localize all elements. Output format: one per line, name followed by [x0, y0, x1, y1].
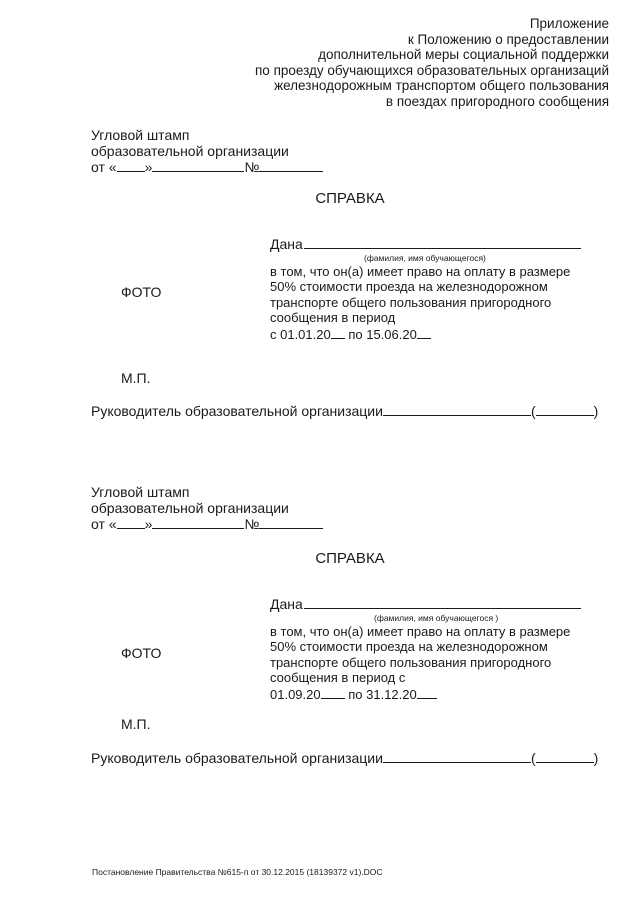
stamp-label: Угловой штамп	[91, 127, 190, 143]
date-close: »	[144, 159, 153, 175]
day-field[interactable]	[117, 516, 145, 529]
dana-row	[270, 596, 581, 613]
number-sign: №	[244, 516, 260, 532]
stamp-organization: образовательной организации	[91, 142, 289, 159]
certificate-title: СПРАВКА	[315, 550, 385, 567]
body-line: в том, что он(а) имеет право на оплату в размере	[270, 623, 571, 639]
head-signature-row-1	[91, 403, 598, 419]
period-to-year-field[interactable]	[417, 326, 431, 339]
period-from-year-field[interactable]	[331, 326, 345, 339]
appendix-line: дополнительной меры социальной поддержки	[318, 47, 609, 62]
body-line: транспорте общего пользования пригородного	[270, 654, 552, 670]
period-from-year-field[interactable]	[321, 686, 345, 699]
body-line: сообщения в период с	[270, 670, 406, 685]
dana-label: Дана	[270, 596, 303, 612]
body-line: в том, что он(а) имеет право на оплату в размере	[270, 263, 571, 279]
dana-label: Дана	[270, 236, 303, 252]
stamp-organization: образовательной организации	[91, 499, 289, 516]
period-to-year-field[interactable]	[417, 686, 437, 699]
head-signature-row-2	[91, 750, 598, 766]
paren-close: )	[593, 750, 599, 766]
period-from-label: с 01.01.20	[270, 326, 331, 342]
stamp-date-number-row	[91, 159, 323, 176]
stamp-label: Угловой штамп	[91, 484, 190, 500]
appendix-line: по проезду обучающихся образовательных организаций	[255, 62, 609, 78]
number-sign: №	[244, 159, 260, 175]
appendix-line: железнодорожным транспортом общего пользования	[274, 78, 609, 93]
certificate-title: СПРАВКА	[315, 190, 385, 207]
dana-row	[270, 236, 581, 253]
paren-open: (	[530, 750, 536, 766]
head-label: Руководитель образовательной организации	[91, 750, 383, 766]
appendix-line: в поездах пригородного сообщения	[385, 93, 609, 109]
body-line: 50% стоимости проезда на железнодорожном	[270, 639, 548, 654]
photo-placeholder: ФОТО	[121, 284, 162, 300]
body-line: транспорте общего пользования пригородного	[270, 294, 552, 310]
period-from-label: 01.09.20	[270, 686, 321, 702]
corner-stamp-block-1	[91, 128, 323, 176]
period-to-label: по 15.06.20	[348, 326, 417, 342]
paren-open: (	[530, 403, 536, 419]
appendix-line: к Положению о предоставлении	[407, 31, 609, 47]
stamp-date-number-row	[91, 516, 323, 533]
certificate-body-1	[270, 236, 581, 342]
body-line: сообщения в период	[270, 310, 396, 325]
month-year-field[interactable]	[152, 159, 244, 172]
student-name-field[interactable]	[304, 596, 581, 609]
document-footer: Постановление Правительства №615-п от 30.12.2015 (18139372 v1).DOC	[92, 867, 383, 877]
date-close: »	[144, 516, 153, 532]
signature-field[interactable]	[383, 750, 531, 763]
head-name-field[interactable]	[536, 403, 594, 416]
paren-close: )	[593, 403, 599, 419]
month-year-field[interactable]	[152, 516, 244, 529]
head-label: Руководитель образовательной организации	[91, 403, 383, 419]
certificate-body-2	[270, 596, 581, 702]
student-name-hint: (фамилия, имя обучающегося )	[374, 612, 499, 623]
seal-placeholder: М.П.	[121, 716, 151, 732]
head-name-field[interactable]	[536, 750, 594, 763]
seal-placeholder: М.П.	[121, 370, 151, 386]
date-prefix: от «	[91, 159, 117, 175]
period-to-label: по 31.12.20	[348, 686, 417, 702]
period-row	[270, 326, 581, 343]
number-field[interactable]	[259, 516, 323, 529]
number-field[interactable]	[259, 159, 323, 172]
student-name-hint: (фамилия, имя обучающегося)	[364, 252, 486, 263]
photo-placeholder: ФОТО	[121, 645, 162, 661]
period-row	[270, 686, 581, 703]
signature-field[interactable]	[383, 403, 531, 416]
appendix-line: Приложение	[529, 16, 609, 31]
corner-stamp-block-2	[91, 485, 323, 533]
body-line: 50% стоимости проезда на железнодорожном	[270, 279, 548, 294]
day-field[interactable]	[117, 159, 145, 172]
date-prefix: от «	[91, 516, 117, 532]
student-name-field[interactable]	[304, 236, 581, 249]
appendix-header	[189, 16, 609, 109]
